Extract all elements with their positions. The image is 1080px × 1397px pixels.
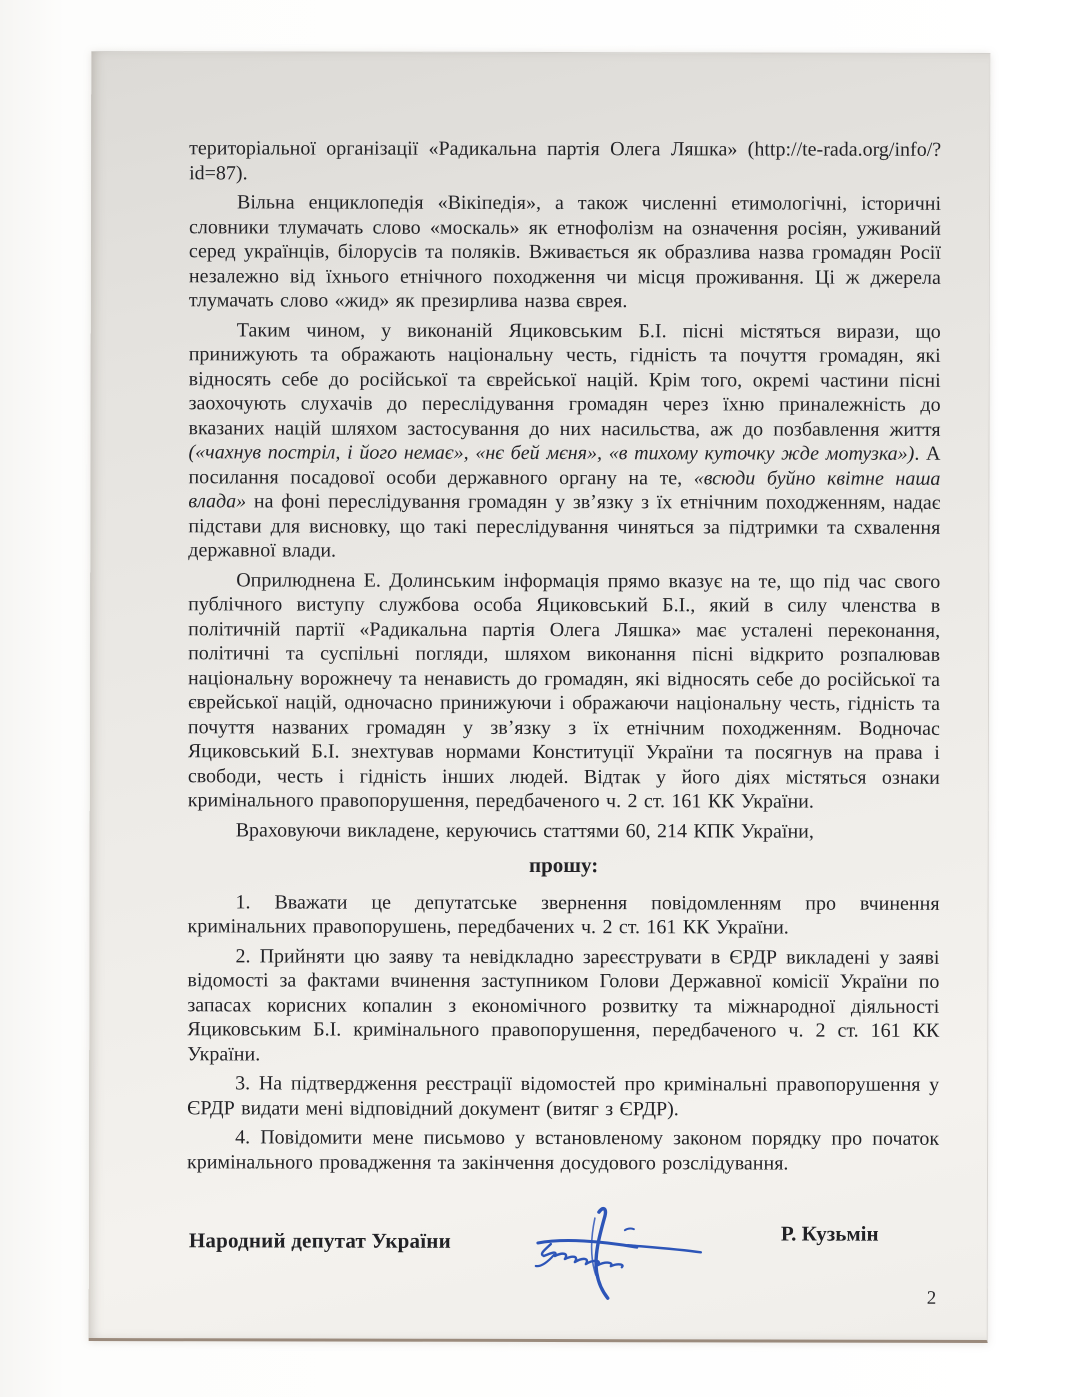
page-number: 2 xyxy=(926,1287,937,1309)
quoted-lyrics-text-run: «всюди буйно квітне наша влада» xyxy=(188,466,941,513)
text-run: територіальної організації «Радикальна партія Олега Ляшка» (http://te-rada.org/info/?id=87). xyxy=(189,137,942,184)
text-run: . А посилання посадової особи державного органу на те, xyxy=(188,442,941,489)
paragraph xyxy=(188,318,941,565)
paragraph xyxy=(188,568,941,815)
document-body xyxy=(187,136,941,1181)
text-run: Враховуючи викладене, керуючись статтями 60, 214 КПК України, xyxy=(235,818,814,843)
paragraph-continuation xyxy=(189,136,941,187)
signer-position-title: Народний депутат України xyxy=(188,1228,451,1253)
quoted-lyrics-text-run: («чахнув постріл, і його немає», «нє бей мєня», «в тихому куточку жде мотузка») xyxy=(188,441,915,465)
text-run: Вільна енциклопедія «Вікіпедія», а також численні етимологічні, історичні словники тлумачать слово «москаль» як етнофолізм на означення росіян, уживаний серед українців, білорусів та поляків. Вживається як образлива назва громадян Росії незалежно від їхнього етнічного походження чи місця проживання. Ці ж джерела тлумачать слово «жид» як презирлива назва єврея. xyxy=(188,191,942,313)
request-item-4: 4. Повідомити мене письмово у встановленому законом порядку про початок кримінального провадження та закінчення досудового розслідування. xyxy=(187,1126,940,1175)
paragraph xyxy=(188,818,940,844)
document-page xyxy=(89,51,991,1343)
request-item-1: 1. Вважати це депутатське звернення повідомленням про вчинення кримінальних правопорушень, передбачених ч. 2 ст. 161 КК України. xyxy=(187,890,940,939)
request-item-2: 2. Прийняти цю заяву та невідкладно зареєструвати в ЄРДР викладені у заяві відомості за фактами вчинення заступником Голови Державної комісії України по запасах корисних копалин з економічного розвитку та міжнародної діяльності Яциковським Б.І. кримінального правопорушення, передбаченого ч. 2 ст. 161 КК України. xyxy=(187,944,940,1065)
handwritten-signature-icon xyxy=(524,1185,794,1326)
text-run: на фоні переслідування громадян у зв’язку з їх етнічним походженням, надає підстави для висновку, що такі переслідування чиняться за підтримки та схвалення державної влади. xyxy=(188,490,941,562)
request-item-3: 3. На підтвердження реєстрації відомостей про кримінальні правопорушення у ЄРДР видати мені відповідний документ (витяг з ЄРДР). xyxy=(187,1072,940,1120)
request-heading: прошу: xyxy=(528,852,599,878)
text-run: Оприлюднена Е. Долинським інформація прямо вказує на те, що під час свого публічного виступу службова особа Яциковський Б.І., який в силу членства в політичній партії «Радикальна партія Олега Ляшка» має усталені переконання, політичні та суспільні погляди, шляхом виконання пісні відкрито розпалював національну ворожнечу та ненависть до громадян, які відносять себе до російської та єврейської націй, одночасно принижуючи і ображаючи національну честь, гідність та почуття названих громадян у зв’язку з їх етнічним походженням. Водночас Яциковський Б.І. знехтував нормами Конституції України та посягнув на права і свободи, честь і гідність інших людей. Відтак у його діях містяться ознаки кримінального правопорушення, передбаченого ч. 2 ст. 161 КК України. xyxy=(187,568,941,813)
paragraph xyxy=(189,190,941,314)
signer-name: Р. Кузьмін xyxy=(780,1221,879,1246)
text-run: Таким чином, у виконаній Яциковським Б.І. пісні містяться вирази, що принижують та ображають національну честь, гідність та почуття громадян, які відносять себе до російської та єврейської націй. Крім того, окремі частини пісні заохочують слухачів до переслідування громадян через їхню приналежність до вказаних націй шляхом застосування до них насильства, аж до позбавлення життя xyxy=(188,318,941,441)
